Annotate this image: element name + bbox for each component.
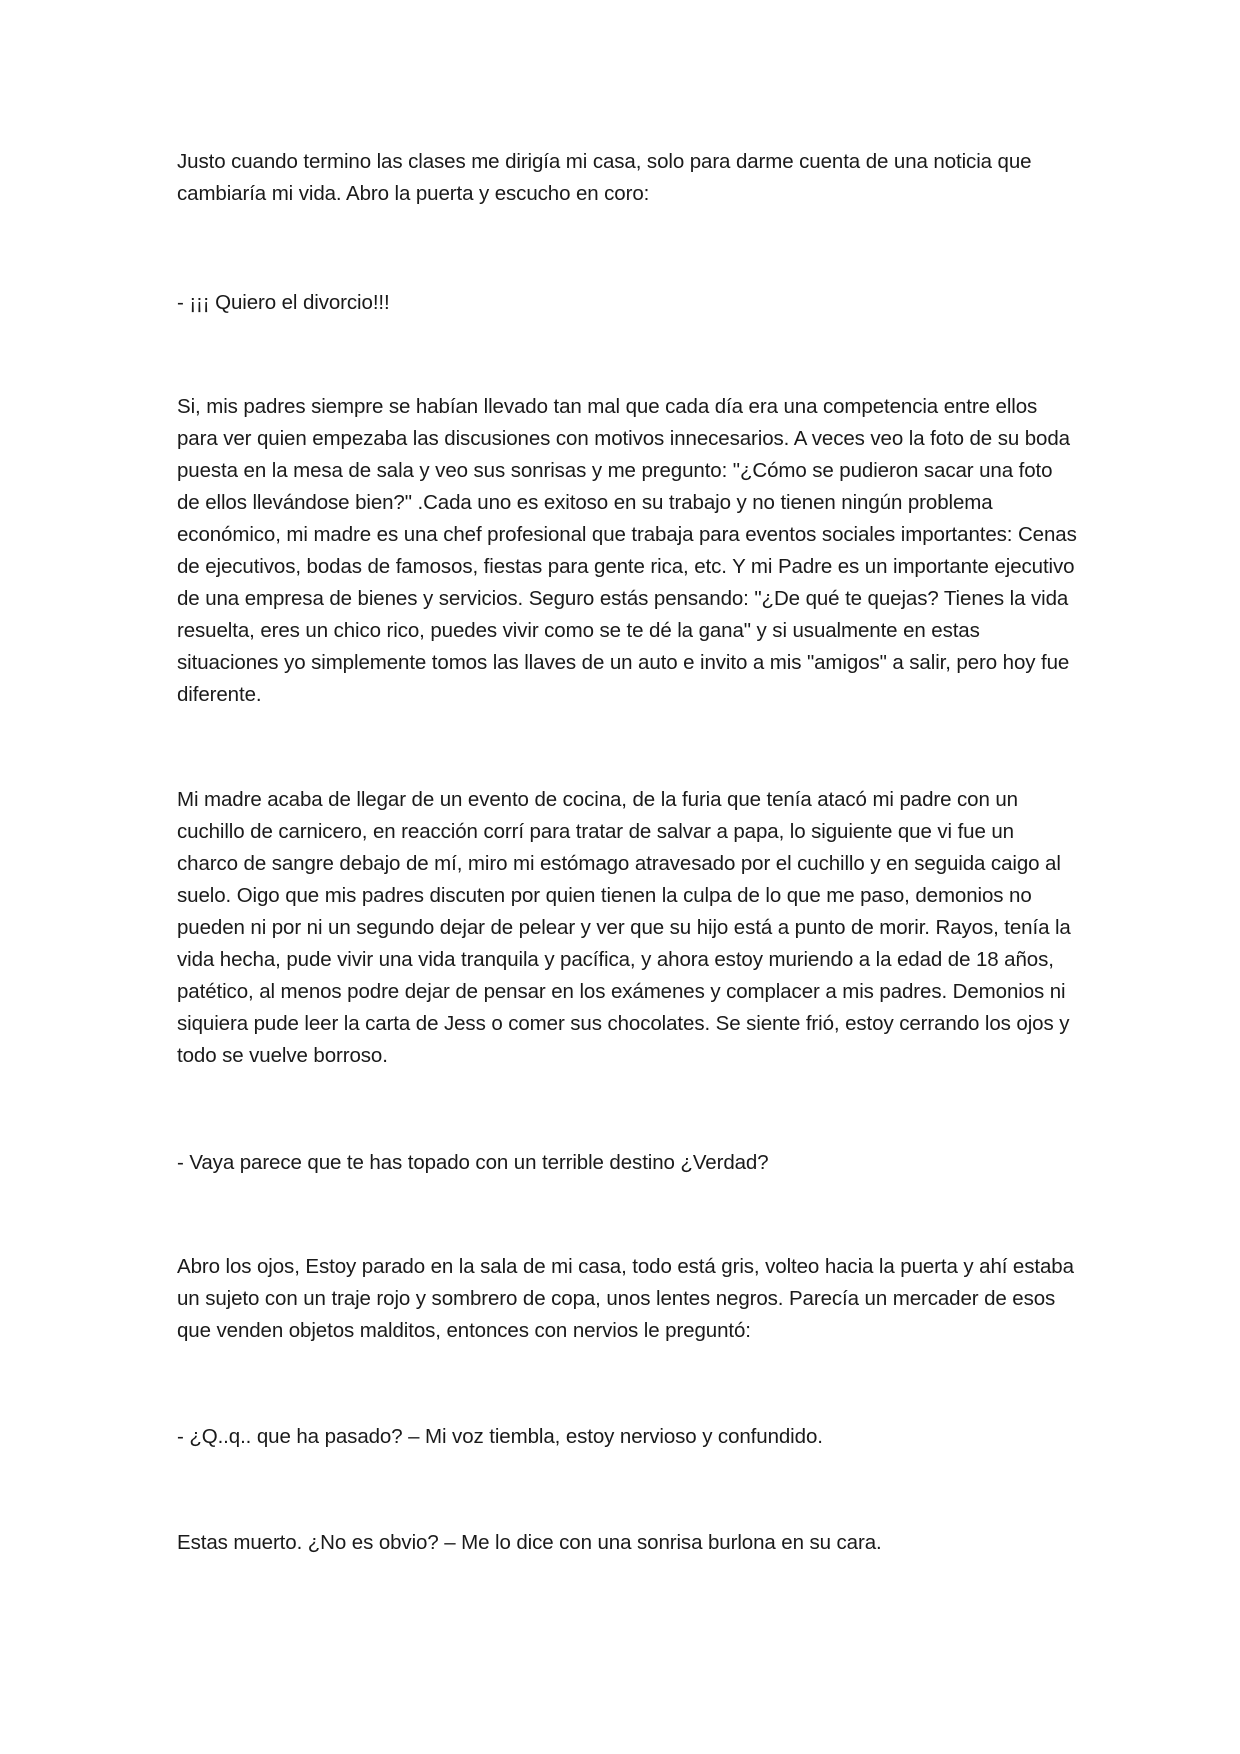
paragraph-2: - ¡¡¡ Quiero el divorcio!!! (177, 291, 390, 314)
paragraph-3: Si, mis padres siempre se habían llevado tan mal que cada día era una competencia entre ellos para ver quien empezaba las discusiones con motivos innecesarios. A veces veo la foto de su boda puesta en la mesa de sala y veo sus sonrisas y me pregunto: "¿Cómo se pudieron sacar una foto de ellos llevándose bien?" .Cada uno es exitoso en su trabajo y no tienen ningún problema económico, mi madre es una chef profesional que trabaja para eventos sociales importantes: Cenas de ejecutivos, bodas de famosos, fiestas para gente rica, etc. Y mi Padre es un importante ejecutivo de una empresa de bienes y servicios. Seguro estás pensando: "¿De qué te quejas? Tienes la vida resuelta, eres un chico rico, puedes vivir como se te dé la gana" y si usualmente en estas situaciones yo simplemente tomos las llaves de un auto e invito a mis "amigos" a salir, pero hoy fue diferente. (177, 395, 1077, 706)
paragraph-5: - Vaya parece que te has topado con un terrible destino ¿Verdad? (177, 1151, 769, 1174)
paragraph-6: Abro los ojos, Estoy parado en la sala de mi casa, todo está gris, volteo hacia la puerta y ahí estaba un sujeto con un traje rojo y sombrero de copa, unos lentes negros. Parecía un mercader de esos que venden objetos malditos, entonces con nervios le preguntó: (177, 1255, 1074, 1342)
paragraph-8: Estas muerto. ¿No es obvio? – Me lo dice con una sonrisa burlona en su cara. (177, 1531, 882, 1554)
paragraph-4: Mi madre acaba de llegar de un evento de cocina, de la furia que tenía atacó mi padre con un cuchillo de carnicero, en reacción corrí para tratar de salvar a papa, lo siguiente que vi fue un charco de sangre debajo de mí, miro mi estómago atravesado por el cuchillo y en seguida caigo al suelo. Oigo que mis padres discuten por quien tienen la culpa de lo que me paso, demonios no pueden ni por ni un segundo dejar de pelear y ver que su hijo está a punto de morir. Rayos, tenía la vida hecha, pude vivir una vida tranquila y pacífica, y ahora estoy muriendo a la edad de 18 años, patético, al menos podre dejar de pensar en los exámenes y complacer a mis padres. Demonios ni siquiera pude leer la carta de Jess o comer sus chocolates. Se siente frió, estoy cerrando los ojos y todo se vuelve borroso. (177, 788, 1071, 1067)
paragraph-7: - ¿Q..q.. que ha pasado? – Mi voz tiembla, estoy nervioso y confundido. (177, 1425, 823, 1448)
paragraph-1: Justo cuando termino las clases me dirigía mi casa, solo para darme cuenta de una noticia que cambiaría mi vida. Abro la puerta y escucho en coro: (177, 150, 1032, 205)
